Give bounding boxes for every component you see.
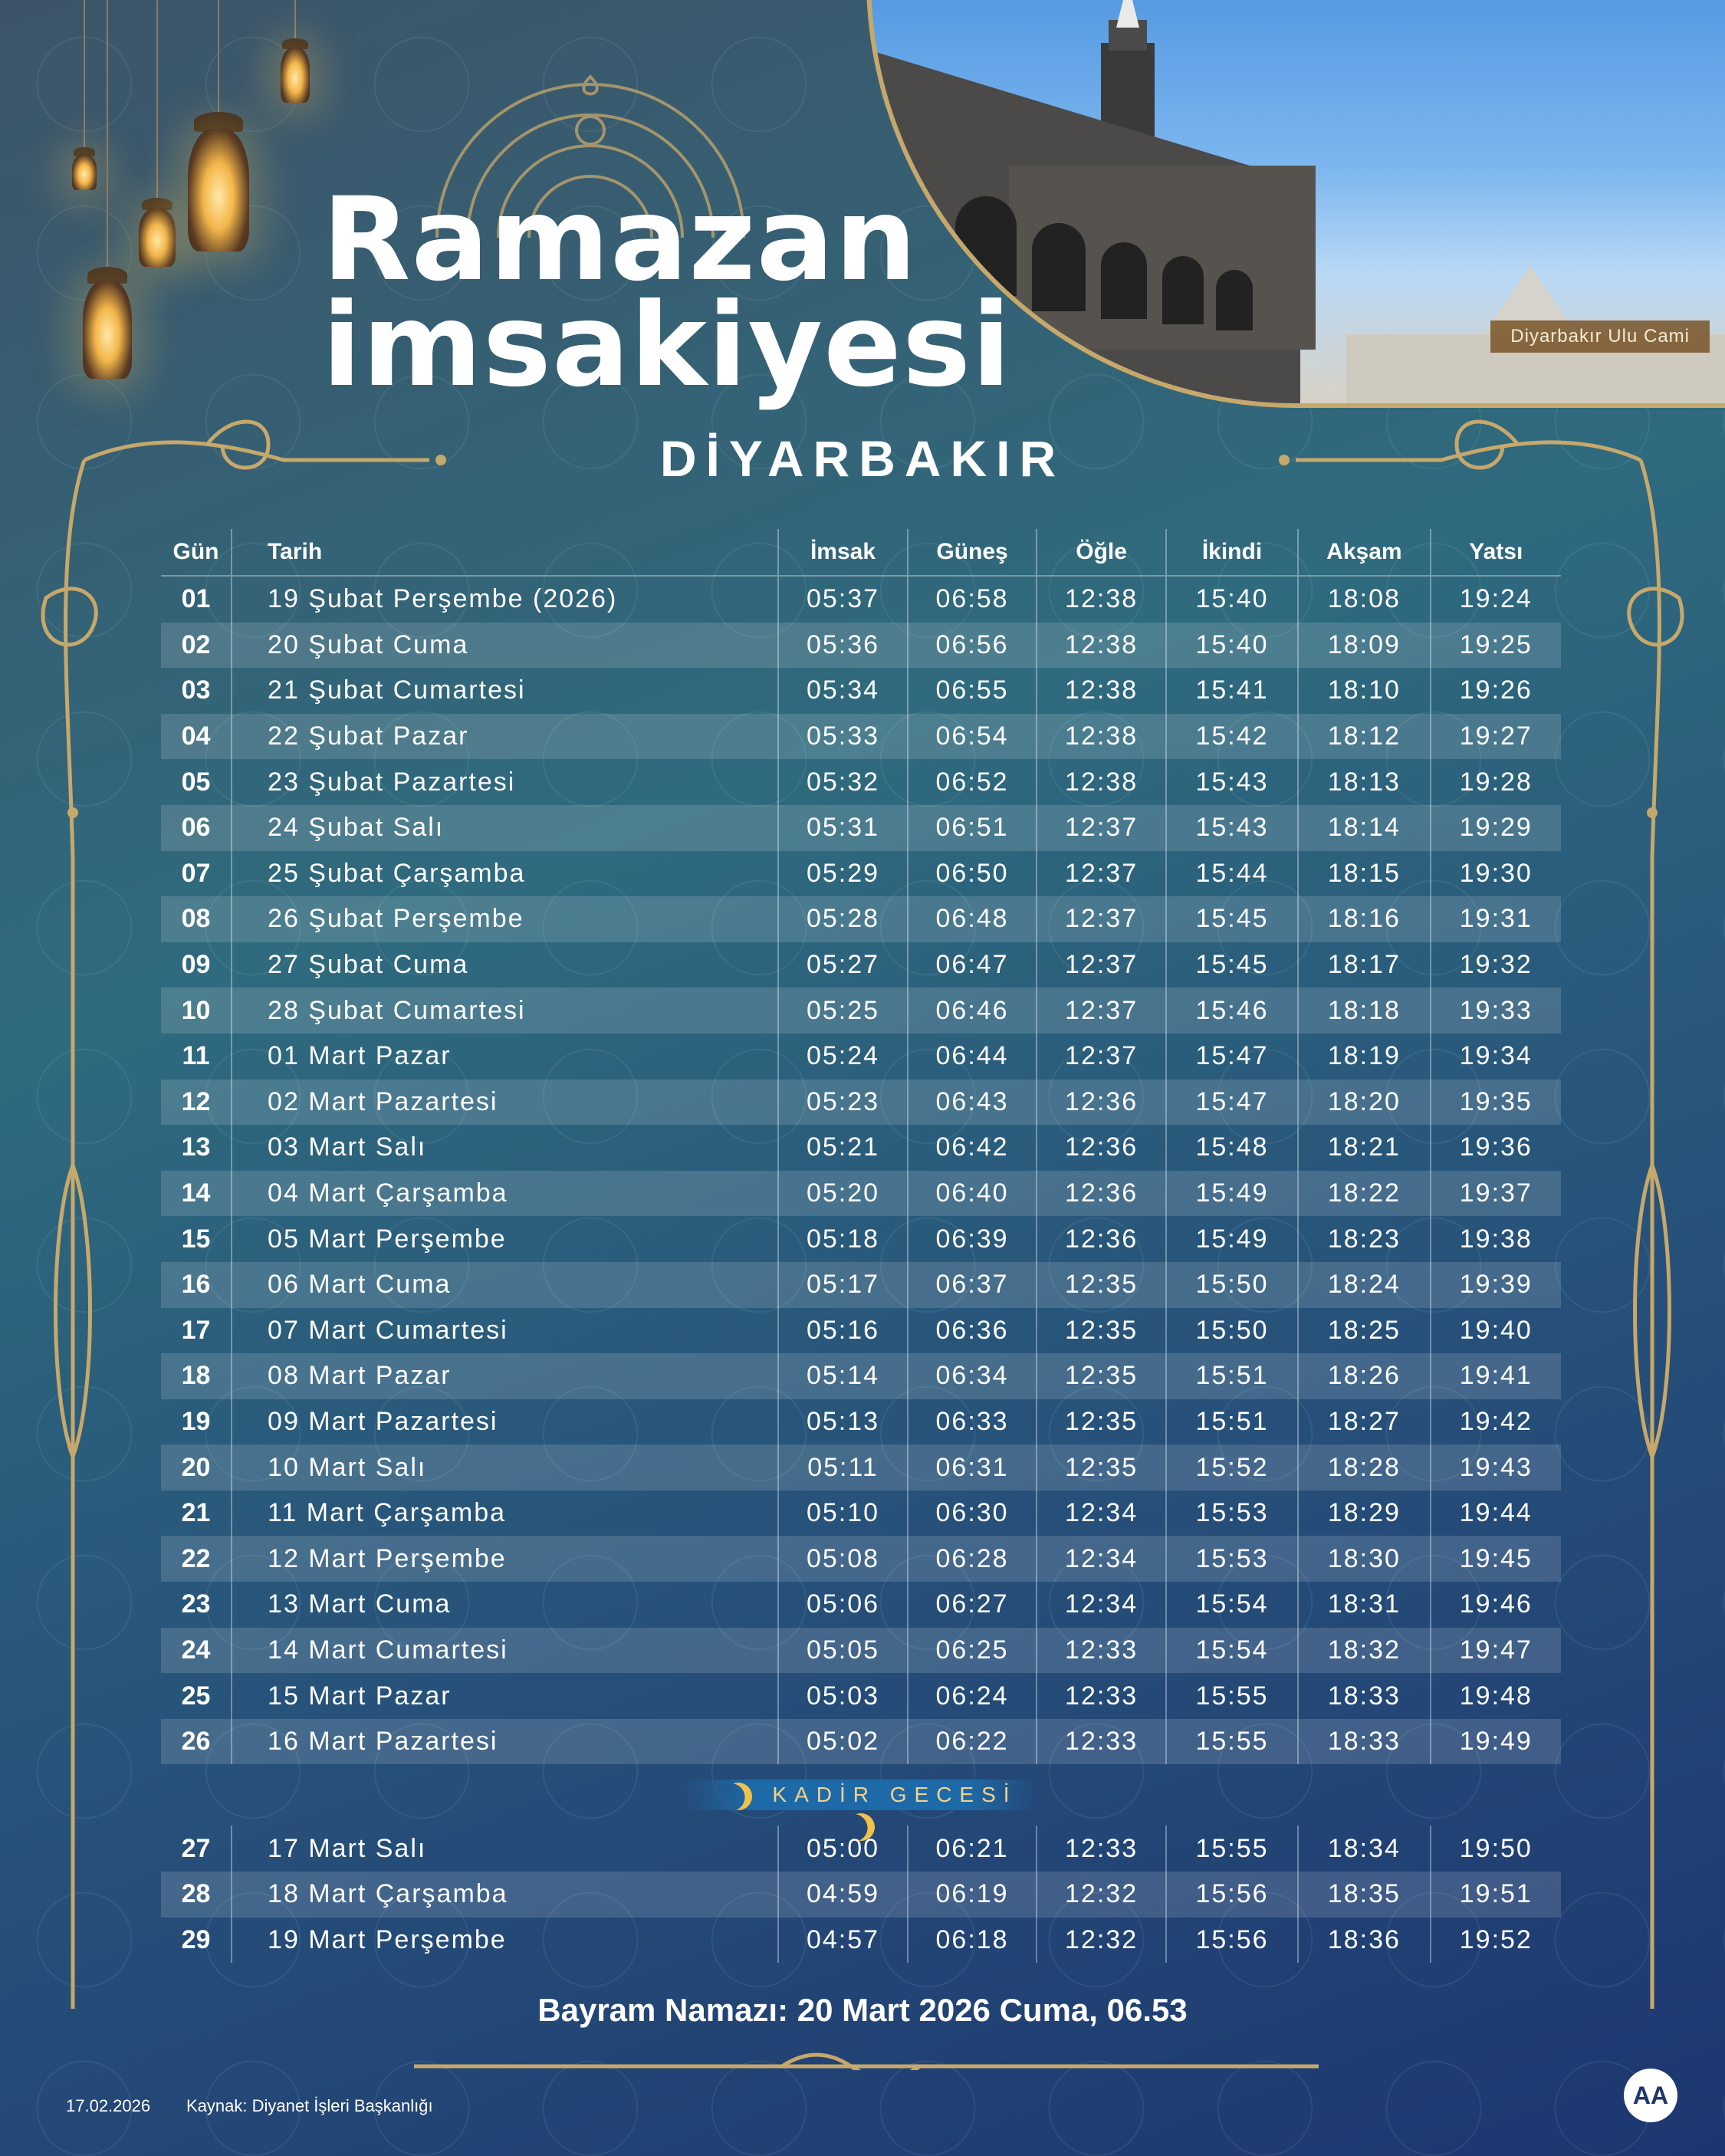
- cell-gun: 13: [181, 1132, 211, 1162]
- cell-ogle: 12:34: [1037, 1536, 1166, 1582]
- cell-tarih: 04 Mart Çarşamba: [232, 1171, 778, 1217]
- table-row: [161, 668, 1561, 714]
- cell-yatsi: 19:33: [1431, 988, 1561, 1034]
- cell-ogle: 12:34: [1037, 1490, 1166, 1536]
- cell-yatsi: 19:31: [1431, 896, 1561, 942]
- title-line-1: Ramazan: [322, 173, 918, 307]
- cell-gun: 16: [161, 1262, 232, 1308]
- table-row: [161, 759, 1561, 805]
- column-header-ogle: Öğle: [1037, 529, 1166, 576]
- table-row: [161, 1308, 1561, 1354]
- cell-yatsi: 19:44: [1431, 1490, 1561, 1536]
- cell-gun: 14: [161, 1171, 232, 1217]
- cell-yatsi: 19:26: [1431, 668, 1561, 714]
- cell-ogle: 12:37: [1037, 896, 1166, 942]
- cell-gun: 07: [181, 858, 211, 888]
- cell-aksam: 18:18: [1298, 988, 1430, 1034]
- cell-ogle: 12:38: [1037, 668, 1166, 714]
- cell-ikindi: 15:49: [1166, 1171, 1298, 1217]
- cell-gun: 27: [181, 1833, 211, 1863]
- column-header-ikindi: İkindi: [1166, 529, 1298, 576]
- cell-yatsi: 19:38: [1431, 1216, 1561, 1262]
- crescent-moon-icon: [720, 1778, 757, 1815]
- footer-source: Kaynak: Diyanet İşleri Başkanlığı: [186, 2096, 433, 2115]
- cell-gun: 19: [181, 1406, 211, 1436]
- aa-logo-icon: AA: [1624, 2069, 1677, 2122]
- table-row: [161, 988, 1561, 1034]
- cell-gunes: 06:30: [908, 1490, 1037, 1536]
- cell-gun: 03: [181, 675, 211, 705]
- cell-yatsi: 19:40: [1431, 1308, 1561, 1354]
- city-title: DİYARBAKIR: [659, 430, 1066, 487]
- cell-ogle: 12:38: [1037, 576, 1166, 623]
- kadir-gecesi-label: KADİR GECESİ: [772, 1783, 1017, 1807]
- crescent-moon-icon: [843, 1809, 879, 1845]
- cell-gunes: 06:21: [908, 1826, 1037, 1872]
- cell-gunes: 06:33: [908, 1399, 1037, 1445]
- cell-tarih: 05 Mart Perşembe: [232, 1216, 778, 1262]
- cell-ogle: 12:38: [1037, 714, 1166, 760]
- cell-gunes: 06:48: [908, 896, 1037, 942]
- cell-ogle: 12:36: [1037, 1125, 1166, 1171]
- table-row: [161, 1536, 1561, 1582]
- cell-imsak: 04:57: [778, 1918, 908, 1964]
- cell-ikindi: 15:40: [1166, 623, 1298, 669]
- cell-aksam: 18:26: [1298, 1353, 1430, 1399]
- cell-imsak: 05:21: [778, 1125, 908, 1171]
- cell-tarih: 07 Mart Cumartesi: [232, 1308, 778, 1354]
- cell-yatsi: 19:25: [1431, 623, 1561, 669]
- table-row: [161, 1399, 1561, 1445]
- cell-gunes: 06:51: [908, 805, 1037, 851]
- bayram-namazi: Bayram Namazı: 20 Mart 2026 Cuma, 06.53: [537, 1992, 1188, 2028]
- cell-aksam: 18:12: [1298, 714, 1430, 760]
- cell-gun: 24: [161, 1628, 232, 1674]
- cell-gunes: 06:36: [908, 1308, 1037, 1354]
- table-row: [161, 1125, 1561, 1171]
- lantern-icon: [276, 0, 314, 107]
- cell-gun: 26: [161, 1719, 232, 1765]
- cell-gun: 02: [161, 623, 232, 669]
- cell-imsak: 05:03: [778, 1673, 908, 1719]
- cell-ikindi: 15:47: [1166, 1080, 1298, 1126]
- cell-aksam: 18:09: [1298, 623, 1430, 669]
- cell-imsak: 05:08: [778, 1536, 908, 1582]
- cell-ogle: 12:37: [1037, 1034, 1166, 1080]
- cell-gun: 06: [161, 805, 232, 851]
- table-row: [161, 1628, 1561, 1674]
- cell-tarih: 21 Şubat Cumartesi: [232, 668, 778, 714]
- cell-imsak: 05:10: [778, 1490, 908, 1536]
- cell-yatsi: 19:45: [1431, 1536, 1561, 1582]
- cell-aksam: 18:21: [1298, 1125, 1430, 1171]
- cell-gun: 01: [181, 584, 211, 614]
- cell-ikindi: 15:53: [1166, 1536, 1298, 1582]
- cell-tarih: 19 Şubat Perşembe (2026): [232, 576, 778, 623]
- cell-aksam: 18:16: [1298, 896, 1430, 942]
- cell-tarih: 28 Şubat Cumartesi: [232, 988, 778, 1034]
- cell-yatsi: 19:47: [1431, 1628, 1561, 1674]
- cell-gunes: 06:50: [908, 851, 1037, 897]
- table-row: [161, 1353, 1561, 1399]
- cell-imsak: 05:02: [778, 1719, 908, 1765]
- cell-aksam: 18:28: [1298, 1444, 1430, 1490]
- cell-ogle: 12:37: [1037, 942, 1166, 988]
- cell-ikindi: 15:42: [1166, 714, 1298, 760]
- cell-tarih: 17 Mart Salı: [232, 1826, 778, 1872]
- cell-yatsi: 19:52: [1431, 1918, 1561, 1964]
- cell-imsak: 05:28: [778, 896, 908, 942]
- cell-gun: 23: [181, 1589, 211, 1619]
- footer-date: 17.02.2026: [66, 2096, 151, 2115]
- cell-gunes: 06:34: [908, 1353, 1037, 1399]
- cell-gunes: 06:40: [908, 1171, 1037, 1217]
- cell-imsak: 05:00: [778, 1826, 908, 1872]
- cell-ogle: 12:33: [1037, 1628, 1166, 1674]
- cell-tarih: 19 Mart Perşembe: [232, 1918, 778, 1964]
- cell-gunes: 06:56: [908, 623, 1037, 669]
- cell-tarih: 20 Şubat Cuma: [232, 623, 778, 669]
- cell-imsak: 05:34: [778, 668, 908, 714]
- cell-ogle: 12:32: [1037, 1872, 1166, 1918]
- cell-ikindi: 15:55: [1166, 1673, 1298, 1719]
- cell-ikindi: 15:54: [1166, 1582, 1298, 1628]
- cell-tarih: 24 Şubat Salı: [232, 805, 778, 851]
- cell-gun: 05: [181, 767, 211, 797]
- cell-gun: 21: [181, 1498, 211, 1528]
- cell-yatsi: 19:43: [1431, 1444, 1561, 1490]
- cell-aksam: 18:25: [1298, 1308, 1430, 1354]
- photo-caption: Diyarbakır Ulu Cami: [1490, 320, 1710, 353]
- cell-ikindi: 15:51: [1166, 1399, 1298, 1445]
- cell-ikindi: 15:56: [1166, 1872, 1298, 1918]
- cell-gunes: 06:58: [908, 576, 1037, 623]
- cell-ikindi: 15:52: [1166, 1444, 1298, 1490]
- cell-aksam: 18:36: [1298, 1918, 1430, 1964]
- cell-yatsi: 19:37: [1431, 1171, 1561, 1217]
- cell-ogle: 12:33: [1037, 1673, 1166, 1719]
- table-row: [161, 714, 1561, 760]
- cell-ogle: 12:33: [1037, 1826, 1166, 1872]
- cell-ikindi: 15:56: [1166, 1918, 1298, 1964]
- cell-yatsi: 19:28: [1431, 759, 1561, 805]
- cell-yatsi: 19:29: [1431, 805, 1561, 851]
- cell-imsak: 05:06: [778, 1582, 908, 1628]
- cell-ikindi: 15:45: [1166, 896, 1298, 942]
- cell-aksam: 18:33: [1298, 1673, 1430, 1719]
- cell-ogle: 12:32: [1037, 1918, 1166, 1964]
- cell-imsak: 05:36: [778, 623, 908, 669]
- cell-imsak: 05:32: [778, 759, 908, 805]
- cell-imsak: 04:59: [778, 1872, 908, 1918]
- lantern-icon: [180, 0, 257, 261]
- table-header-row: [161, 529, 1561, 576]
- cell-ikindi: 15:46: [1166, 988, 1298, 1034]
- cell-imsak: 05:27: [778, 942, 908, 988]
- cell-tarih: 15 Mart Pazar: [232, 1673, 778, 1719]
- cell-ogle: 12:37: [1037, 988, 1166, 1034]
- lantern-icon: [134, 0, 180, 276]
- cell-yatsi: 19:35: [1431, 1080, 1561, 1126]
- cell-tarih: 06 Mart Cuma: [232, 1262, 778, 1308]
- cell-aksam: 18:20: [1298, 1080, 1430, 1126]
- cell-ogle: 12:34: [1037, 1582, 1166, 1628]
- table-body: [161, 576, 1561, 1764]
- cell-gunes: 06:47: [908, 942, 1037, 988]
- cell-gun: 18: [161, 1353, 232, 1399]
- cell-tarih: 02 Mart Pazartesi: [232, 1080, 778, 1126]
- cell-gunes: 06:52: [908, 759, 1037, 805]
- cell-yatsi: 19:41: [1431, 1353, 1561, 1399]
- table-row: [161, 1216, 1561, 1262]
- cell-gun: 20: [161, 1444, 232, 1490]
- cell-aksam: 18:10: [1298, 668, 1430, 714]
- cell-tarih: 11 Mart Çarşamba: [232, 1490, 778, 1536]
- cell-ikindi: 15:50: [1166, 1308, 1298, 1354]
- cell-gunes: 06:55: [908, 668, 1037, 714]
- cell-gunes: 06:37: [908, 1262, 1037, 1308]
- cell-ikindi: 15:44: [1166, 851, 1298, 897]
- cell-tarih: 08 Mart Pazar: [232, 1353, 778, 1399]
- cell-ikindi: 15:50: [1166, 1262, 1298, 1308]
- cell-aksam: 18:08: [1298, 576, 1430, 623]
- cell-aksam: 18:29: [1298, 1490, 1430, 1536]
- cell-imsak: 05:05: [778, 1628, 908, 1674]
- cell-ogle: 12:35: [1037, 1308, 1166, 1354]
- cell-aksam: 18:17: [1298, 942, 1430, 988]
- table-row: [161, 1673, 1561, 1719]
- cell-tarih: 13 Mart Cuma: [232, 1582, 778, 1628]
- cell-yatsi: 19:24: [1431, 576, 1561, 623]
- cell-ikindi: 15:54: [1166, 1628, 1298, 1674]
- cell-tarih: 22 Şubat Pazar: [232, 714, 778, 760]
- table-row: [161, 1444, 1561, 1490]
- cell-gun: 15: [181, 1224, 211, 1254]
- cell-gun: 28: [161, 1872, 232, 1918]
- cell-gun: 17: [181, 1315, 211, 1345]
- cell-gunes: 06:54: [908, 714, 1037, 760]
- cell-aksam: 18:23: [1298, 1216, 1430, 1262]
- column-header-imsak: İmsak: [778, 529, 908, 576]
- cell-gunes: 06:39: [908, 1216, 1037, 1262]
- cell-ogle: 12:35: [1037, 1353, 1166, 1399]
- table-row: [161, 1872, 1561, 1918]
- cell-gun: 09: [181, 950, 211, 980]
- cell-aksam: 18:30: [1298, 1536, 1430, 1582]
- cell-yatsi: 19:39: [1431, 1262, 1561, 1308]
- cell-imsak: 05:33: [778, 714, 908, 760]
- cell-tarih: 25 Şubat Çarşamba: [232, 851, 778, 897]
- cell-gun: 04: [161, 714, 232, 760]
- cell-aksam: 18:13: [1298, 759, 1430, 805]
- cell-gun: 25: [181, 1681, 211, 1711]
- table-row: [161, 851, 1561, 897]
- cell-ikindi: 15:47: [1166, 1034, 1298, 1080]
- cell-ogle: 12:35: [1037, 1262, 1166, 1308]
- cell-ogle: 12:36: [1037, 1216, 1166, 1262]
- cell-imsak: 05:11: [778, 1444, 908, 1490]
- cell-tarih: 12 Mart Perşembe: [232, 1536, 778, 1582]
- cell-aksam: 18:33: [1298, 1719, 1430, 1765]
- cell-ikindi: 15:43: [1166, 805, 1298, 851]
- cell-ogle: 12:37: [1037, 851, 1166, 897]
- cell-gunes: 06:22: [908, 1719, 1037, 1765]
- cell-ogle: 12:36: [1037, 1171, 1166, 1217]
- cell-yatsi: 19:49: [1431, 1719, 1561, 1765]
- cell-gunes: 06:18: [908, 1918, 1037, 1964]
- cell-yatsi: 19:32: [1431, 942, 1561, 988]
- table-row: [161, 896, 1561, 942]
- column-header-tarih: Tarih: [232, 529, 778, 576]
- cell-ogle: 12:33: [1037, 1719, 1166, 1765]
- table-row: [161, 576, 1561, 623]
- table-row: [161, 1262, 1561, 1308]
- cell-yatsi: 19:34: [1431, 1034, 1561, 1080]
- table-row: [161, 1582, 1561, 1628]
- cell-ikindi: 15:43: [1166, 759, 1298, 805]
- cell-tarih: 01 Mart Pazar: [232, 1034, 778, 1080]
- cell-ikindi: 15:55: [1166, 1826, 1298, 1872]
- cell-ogle: 12:36: [1037, 1080, 1166, 1126]
- cell-gunes: 06:19: [908, 1872, 1037, 1918]
- cell-ikindi: 15:41: [1166, 668, 1298, 714]
- cell-ikindi: 15:45: [1166, 942, 1298, 988]
- cell-gunes: 06:46: [908, 988, 1037, 1034]
- table-body-after: [161, 1826, 1561, 1963]
- cell-aksam: 18:14: [1298, 805, 1430, 851]
- column-header-yatsi: Yatsı: [1431, 529, 1561, 576]
- cell-aksam: 18:19: [1298, 1034, 1430, 1080]
- table-row: [161, 1034, 1561, 1080]
- column-header-gun: Gün: [161, 529, 232, 576]
- table-row: [161, 942, 1561, 988]
- cell-ogle: 12:38: [1037, 759, 1166, 805]
- cell-imsak: 05:24: [778, 1034, 908, 1080]
- cell-tarih: 14 Mart Cumartesi: [232, 1628, 778, 1674]
- cell-imsak: 05:20: [778, 1171, 908, 1217]
- cell-ogle: 12:35: [1037, 1399, 1166, 1445]
- cell-gun: 12: [161, 1080, 232, 1126]
- cell-gun: 11: [182, 1041, 210, 1071]
- cell-tarih: 26 Şubat Perşembe: [232, 896, 778, 942]
- cell-imsak: 05:29: [778, 851, 908, 897]
- cell-yatsi: 19:48: [1431, 1673, 1561, 1719]
- cell-tarih: 27 Şubat Cuma: [232, 942, 778, 988]
- cell-ogle: 12:35: [1037, 1444, 1166, 1490]
- cell-gun: 10: [161, 988, 232, 1034]
- cell-imsak: 05:18: [778, 1216, 908, 1262]
- cell-ikindi: 15:51: [1166, 1353, 1298, 1399]
- cell-yatsi: 19:30: [1431, 851, 1561, 897]
- cell-imsak: 05:17: [778, 1262, 908, 1308]
- cell-aksam: 18:31: [1298, 1582, 1430, 1628]
- cell-gunes: 06:42: [908, 1125, 1037, 1171]
- cell-yatsi: 19:36: [1431, 1125, 1561, 1171]
- cell-aksam: 18:22: [1298, 1171, 1430, 1217]
- kadir-gecesi-banner: [685, 1780, 1037, 1810]
- cell-imsak: 05:37: [778, 576, 908, 623]
- cell-imsak: 05:31: [778, 805, 908, 851]
- cell-imsak: 05:16: [778, 1308, 908, 1354]
- cell-gun: 22: [161, 1536, 232, 1582]
- cell-tarih: 03 Mart Salı: [232, 1125, 778, 1171]
- cell-imsak: 05:23: [778, 1080, 908, 1126]
- kadir-gecesi-section: [161, 1764, 1561, 1826]
- cell-ogle: 12:38: [1037, 623, 1166, 669]
- cell-aksam: 18:35: [1298, 1872, 1430, 1918]
- cell-yatsi: 19:27: [1431, 714, 1561, 760]
- cell-tarih: 09 Mart Pazartesi: [232, 1399, 778, 1445]
- cell-aksam: 18:15: [1298, 851, 1430, 897]
- cell-tarih: 10 Mart Salı: [232, 1444, 778, 1490]
- cell-ikindi: 15:40: [1166, 576, 1298, 623]
- table-row: [161, 805, 1561, 851]
- cell-aksam: 18:27: [1298, 1399, 1430, 1445]
- cell-gun: 29: [181, 1924, 211, 1954]
- cell-tarih: 23 Şubat Pazartesi: [232, 759, 778, 805]
- table-row: [161, 1719, 1561, 1765]
- cell-gunes: 06:24: [908, 1673, 1037, 1719]
- kadir-gecesi-row: [161, 1764, 1561, 1826]
- cell-ikindi: 15:53: [1166, 1490, 1298, 1536]
- cell-gunes: 06:44: [908, 1034, 1037, 1080]
- cell-gunes: 06:31: [908, 1444, 1037, 1490]
- imsakiye-table: [161, 529, 1561, 1963]
- table-row: [161, 1171, 1561, 1217]
- lantern-icon: [77, 0, 138, 383]
- cell-ogle: 12:37: [1037, 805, 1166, 851]
- cell-yatsi: 19:46: [1431, 1582, 1561, 1628]
- table-row: [161, 1918, 1561, 1964]
- cell-aksam: 18:32: [1298, 1628, 1430, 1674]
- cell-tarih: 18 Mart Çarşamba: [232, 1872, 778, 1918]
- column-header-aksam: Akşam: [1298, 529, 1430, 576]
- cell-yatsi: 19:50: [1431, 1826, 1561, 1872]
- cell-imsak: 05:13: [778, 1399, 908, 1445]
- cell-aksam: 18:34: [1298, 1826, 1430, 1872]
- cell-ikindi: 15:49: [1166, 1216, 1298, 1262]
- table-row: [161, 1490, 1561, 1536]
- cell-ikindi: 15:48: [1166, 1125, 1298, 1171]
- cell-imsak: 05:25: [778, 988, 908, 1034]
- title-line-2: imsakiyesi: [322, 279, 1012, 412]
- cell-gun: 08: [161, 896, 232, 942]
- cell-gunes: 06:27: [908, 1582, 1037, 1628]
- cell-tarih: 16 Mart Pazartesi: [232, 1719, 778, 1765]
- cell-yatsi: 19:51: [1431, 1872, 1561, 1918]
- cell-gunes: 06:25: [908, 1628, 1037, 1674]
- cell-aksam: 18:24: [1298, 1262, 1430, 1308]
- table-row: [161, 1080, 1561, 1126]
- table-row: [161, 623, 1561, 669]
- cell-gunes: 06:28: [908, 1536, 1037, 1582]
- column-header-gunes: Güneş: [908, 529, 1037, 576]
- cell-yatsi: 19:42: [1431, 1399, 1561, 1445]
- cell-ikindi: 15:55: [1166, 1719, 1298, 1765]
- cell-imsak: 05:14: [778, 1353, 908, 1399]
- cell-gunes: 06:43: [908, 1080, 1037, 1126]
